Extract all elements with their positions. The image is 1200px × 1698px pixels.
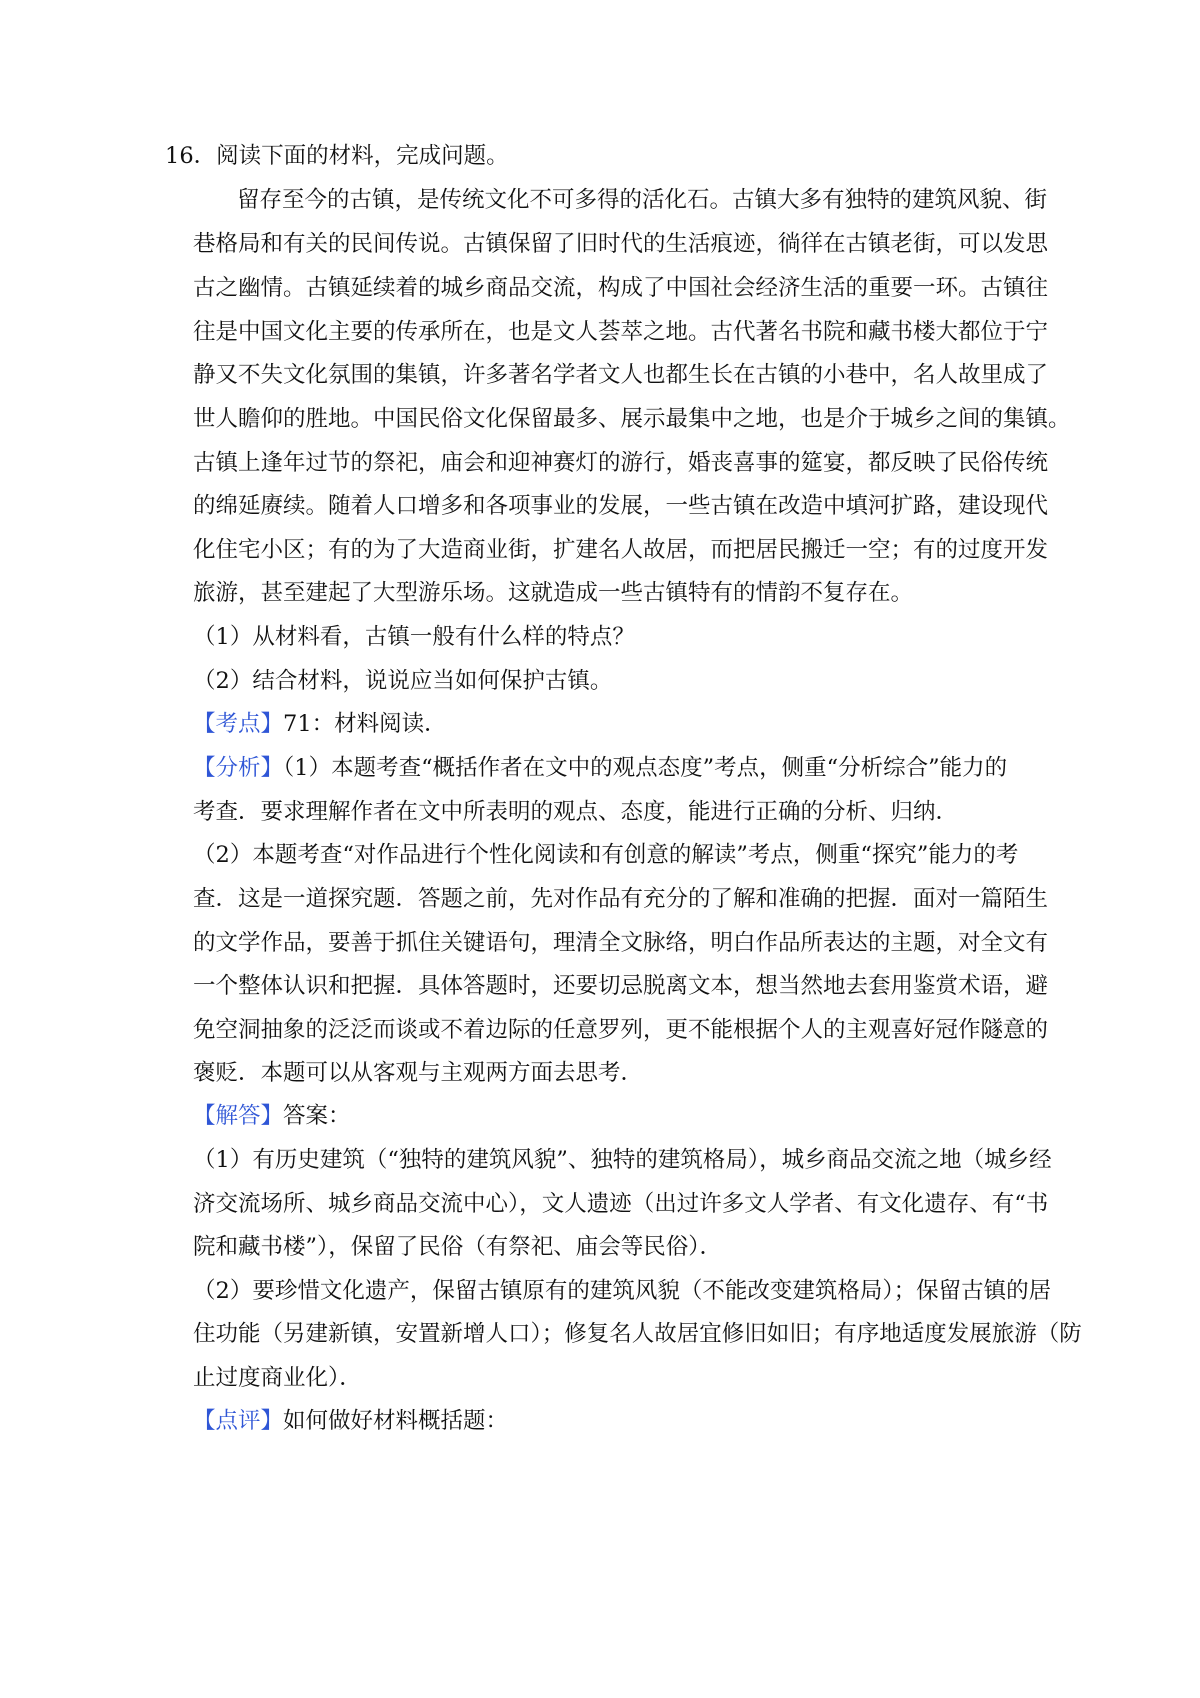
jieda-line: 院和藏书楼”），保留了民俗（有祭祀、庙会等民俗）． [193,1234,723,1260]
material-line: 的绵延赓续。随着人口增多和各项事业的发展，一些古镇在改造中填河扩路，建设现代 [193,493,1049,519]
jieda-line: （2）要珍惜文化遗产，保留古镇原有的建筑风貌（不能改变建筑格局）；保留古镇的居 [193,1278,1052,1304]
material-line: 世人瞻仰的胜地。中国民俗文化保留最多、展示最集中之地，也是介于城乡之间的集镇。 [193,406,1071,432]
jieda-line: 住功能（另建新镇，安置新增人口）；修复名人故居宜修旧如旧；有序地适度发展旅游（防 [193,1321,1082,1347]
material-line: 化住宅小区；有的为了大造商业街，扩建名人故居，而把居民搬迁一空；有的过度开发 [193,537,1049,563]
fenxi-line: 的文学作品，要善于抓住关键语句，理清全文脉络，明白作品所表达的主题，对全文有 [193,930,1049,956]
material-line: 静又不失文化氛围的集镇，许多著名学者文人也都生长在古镇的小巷中，名人故里成了 [193,362,1049,388]
sub-question-1: （1）从材料看，古镇一般有什么样的特点？ [193,624,635,650]
kaodian-text: 71：材料阅读． [283,711,447,737]
material-line: 古之幽情。古镇延续着的城乡商品交流，构成了中国社会经济生活的重要一环。古镇往 [193,275,1049,301]
question-title: 16．阅读下面的材料，完成问题。 [165,143,509,169]
material-line: 巷格局和有关的民间传说。古镇保留了旧时代的生活痕迹，徜徉在古镇老街，可以发思 [193,231,1049,257]
fenxi-line: 查．这是一道探究题．答题之前，先对作品有充分的了解和准确的把握．面对一篇陌生 [193,886,1049,912]
kaodian-tag: 【考点】 [193,711,284,737]
material-line: 往是中国文化主要的传承所在，也是文人荟萃之地。古代著名书院和藏书楼大都位于宁 [193,319,1049,345]
dianping-text: 如何做好材料概括题： [283,1408,509,1434]
fenxi-line: 考查．要求理解作者在文中所表明的观点、态度，能进行正确的分析、归纳． [193,799,959,825]
jieda-line: （1）有历史建筑（“独特的建筑风貌”、独特的建筑格局），城乡商品交流之地（城乡经 [193,1147,1052,1173]
jieda-text: 答案： [283,1103,351,1129]
material-line: 古镇上逢年过节的祭祀，庙会和迎神赛灯的游行，婚丧喜事的筵宴，都反映了民俗传统 [193,450,1049,476]
kaodian-section [193,709,447,739]
jieda-section [193,1101,351,1131]
fenxi-section [193,753,1007,783]
jieda-line: 止过度商业化）． [193,1365,362,1391]
material-line: 留存至今的古镇，是传统文化不可多得的活化石。古镇大多有独特的建筑风貌、街 [237,187,1048,213]
dianping-section [193,1406,508,1436]
fenxi-line: 褒贬．本题可以从客观与主观两方面去思考． [193,1060,644,1086]
material-line: 旅游，甚至建起了大型游乐场。这就造成一些古镇特有的情韵不复存在。 [193,580,914,606]
dianping-tag: 【点评】 [193,1408,284,1434]
fenxi-line: 一个整体认识和把握．具体答题时，还要切忌脱离文本，想当然地去套用鉴赏术语，避 [193,973,1049,999]
sub-question-2: （2）结合材料，说说应当如何保护古镇。 [193,668,613,694]
fenxi-tag: 【分析】 [193,755,284,781]
fenxi-line: 免空洞抽象的泛泛而谈或不着边际的任意罗列，更不能根据个人的主观喜好冠作隧意的 [193,1017,1049,1043]
fenxi-first-line: （1）本题考查“概括作者在文中的观点态度”考点，侧重“分析综合”能力的 [283,755,1008,781]
jieda-line: 济交流场所、城乡商品交流中心），文人遗迹（出过许多文人学者、有文化遗存、有“书 [193,1191,1049,1217]
jieda-tag: 【解答】 [193,1103,284,1129]
fenxi-line: （2）本题考查“对作品进行个性化阅读和有创意的解读”考点，侧重“探究”能力的考 [193,842,1019,868]
